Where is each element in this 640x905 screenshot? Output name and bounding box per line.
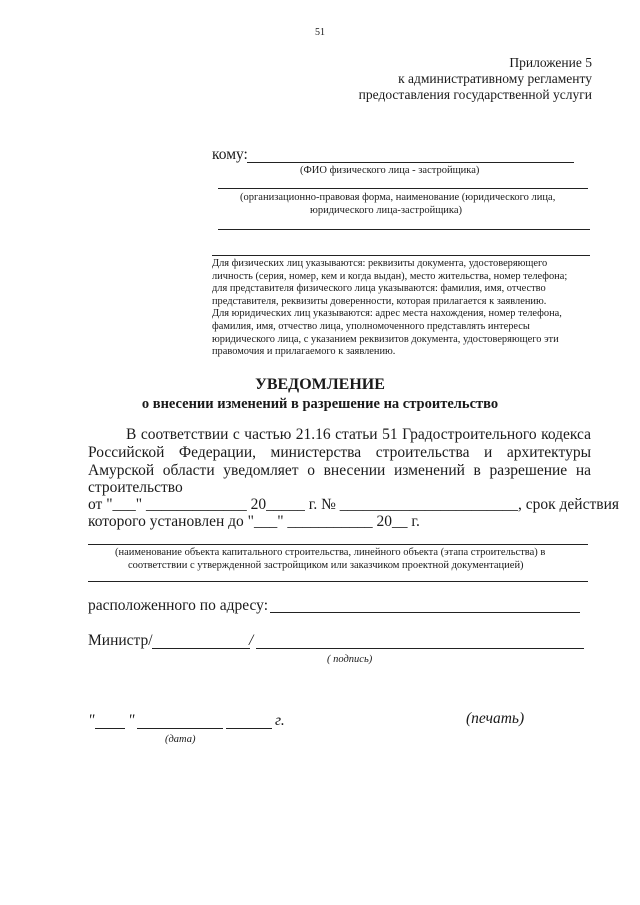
org-line-3 [212,255,590,256]
appendix-line-1: Приложение 5 [509,55,592,70]
org-line [218,188,588,189]
note-line: Для юридических лиц указываются: адрес места нахождения, номер телефона, [212,308,562,320]
minister-name-line [152,648,250,649]
object-caption-2: соответствии с утвержденной застройщиком или заказчиком проектной документацией) [128,560,524,571]
address-line [270,612,580,613]
date-caption: (дата) [165,734,196,745]
document-subtitle: о внесении изменений в разрешение на строительство [141,396,499,412]
note-line: правомочия и прилагаемого к заявлению. [212,346,396,358]
signature-caption: ( подпись) [327,654,373,665]
document-title: УВЕДОМЛЕНИЕ [255,376,385,393]
appendix-line-3: предоставления государственной услуги [358,87,592,102]
valid-until-line: которого установлен до "___" ___________ 20__ г. [88,513,420,530]
date-quote-open: " [88,712,95,729]
permit-date-line: от "___" _____________ 20_____ г. № _______________________, срок действия [88,496,619,513]
note-line: фамилия, имя, отчество лица, уполномоченного представлять интересы [212,320,530,332]
note-line: Для физических лиц указываются: реквизиты документа, удостоверяющего [212,258,548,269]
org-caption-1: (организационно-правовая форма, наименование (юридического лица, [240,192,556,203]
body-line-1: В соответствии с частью 21.16 статьи 51 Градостроительного кодекса [126,426,591,443]
date-month-line [137,728,223,729]
appendix-line-2: к административному регламенту [398,71,592,86]
body-line-3: Амурской области уведомляет о внесении изменений в разрешение на [88,462,591,479]
org-line-2 [218,229,590,230]
object-line [88,544,588,545]
minister-label: Министр/ [88,632,153,649]
recipient-note [212,258,592,359]
body-line-2: Российской Федерации, министерства строительства и архитектуры [88,444,591,461]
note-line: представителя, реквизиты доверенности, которая прилагается к заявлению. [212,295,547,307]
fio-caption: (ФИО физического лица - застройщика) [300,165,480,176]
date-year-suffix: г. [275,712,285,729]
org-caption-2: юридического лица-застройщика) [310,205,463,216]
note-line: юридического лица, с указанием реквизитов документа, удостоверяющего эти [212,333,559,345]
stamp-label: (печать) [466,710,525,727]
note-line: для представителя физического лица указываются: фамилия, имя, отчество [212,283,546,295]
page-number: 51 [315,27,325,38]
signature-line [256,648,584,649]
object-caption-1: (наименование объекта капитального строительства, линейного объекта (этапа строительства) в [115,547,546,558]
minister-slash: / [249,632,254,649]
recipient-fio-line [247,162,574,163]
object-line-2 [88,581,588,582]
recipient-label: кому: [212,146,248,163]
date-day-line [95,728,125,729]
note-line: личность (серия, номер, кем и когда выдан), место жительства, номер телефона; [212,270,568,282]
address-label: расположенного по адресу: [88,597,268,614]
body-line-4: строительство [88,479,183,496]
date-year-line [226,728,272,729]
date-quote-close: " [128,712,135,729]
